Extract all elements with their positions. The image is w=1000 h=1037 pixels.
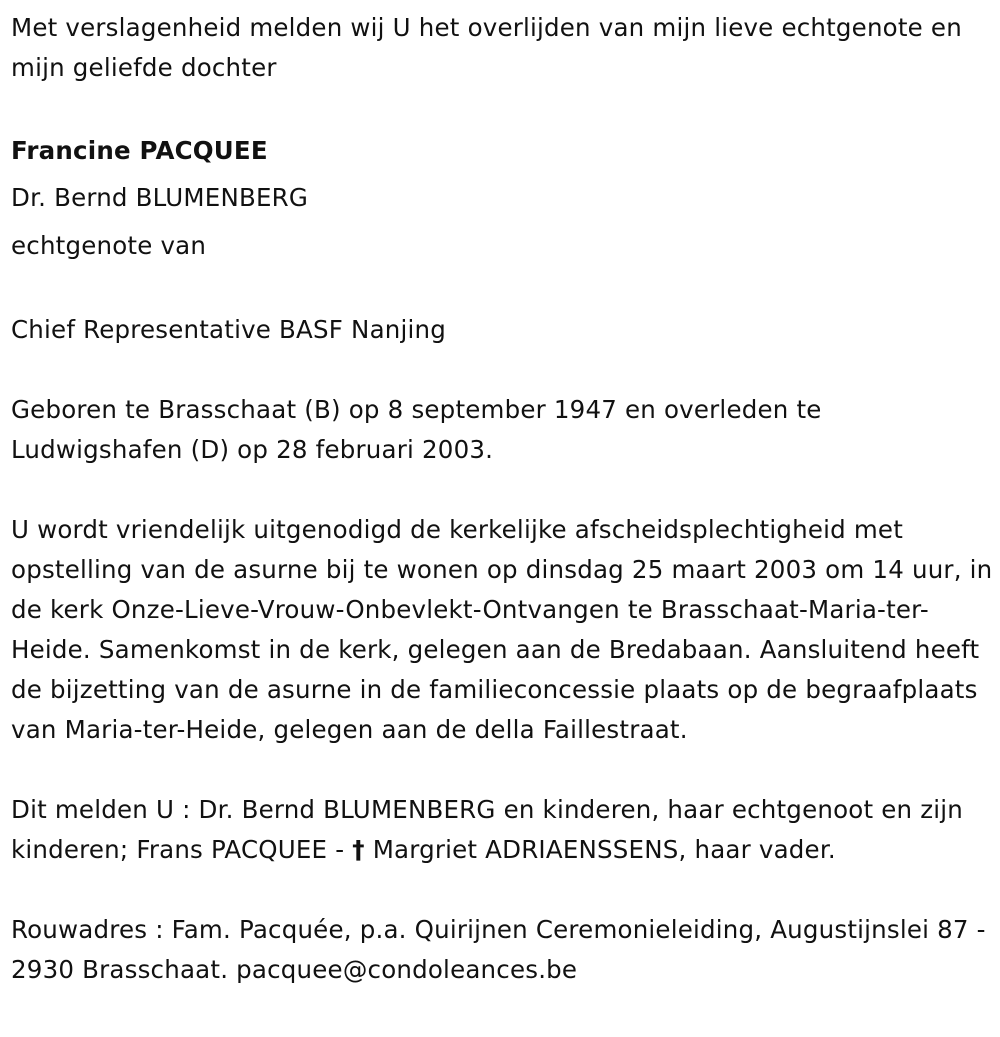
spacer bbox=[11, 88, 996, 128]
family-text bbox=[11, 790, 996, 870]
birth-death-text: Geboren te Brasschaat (B) op 8 september 1947 en overleden te Ludwigshafen (D) op 28 februari 2003. bbox=[11, 395, 822, 464]
family-text-prefix: Dit melden U : Dr. Bernd BLUMENBERG en kinderen, haar echtgenoot en zijn kinderen; Frans PACQUEE - bbox=[11, 795, 964, 864]
address-text: Rouwadres : Fam. Pacquée, p.a. Quirijnen Ceremonieleiding, Augustijnslei 87 - 2930 Brasschaat. pacquee@condoleances.be bbox=[11, 915, 986, 984]
deceased-name: Francine PACQUEE bbox=[11, 136, 268, 165]
spouse-relation: echtgenote van bbox=[11, 231, 207, 260]
spouse-name: Dr. Bernd BLUMENBERG bbox=[11, 183, 309, 212]
spacer bbox=[11, 470, 996, 510]
spacer bbox=[11, 750, 996, 790]
spacer bbox=[11, 270, 996, 310]
ceremony-text: U wordt vriendelijk uitgenodigd de kerkelijke afscheidsplechtigheid met opstelling van de asurne bij te wonen op dinsdag 25 maart 2003 om 14 uur, in de kerk Onze-Lieve-Vrouw-Onbevlekt-Ontvangen te Brasschaat-Maria-ter-Heide. Samenkomst in de kerk, gelegen aan de Bredabaan. Aansluitend heeft de bijzetting van de asurne in de familieconcessie plaats op de begraafplaats van Maria-ter-Heide, gelegen aan de della Faillestraat. bbox=[11, 515, 993, 744]
cross-icon: † bbox=[352, 835, 365, 864]
family-text-suffix: Margriet ADRIAENSSENS, haar vader. bbox=[364, 835, 836, 864]
death-notice bbox=[11, 8, 996, 990]
spacer bbox=[11, 870, 996, 910]
intro-text: Met verslagenheid melden wij U het overlijden van mijn lieve echtgenote en mijn geliefde dochter bbox=[11, 13, 962, 82]
spouse-title: Chief Representative BASF Nanjing bbox=[11, 315, 447, 344]
spacer bbox=[11, 350, 996, 390]
